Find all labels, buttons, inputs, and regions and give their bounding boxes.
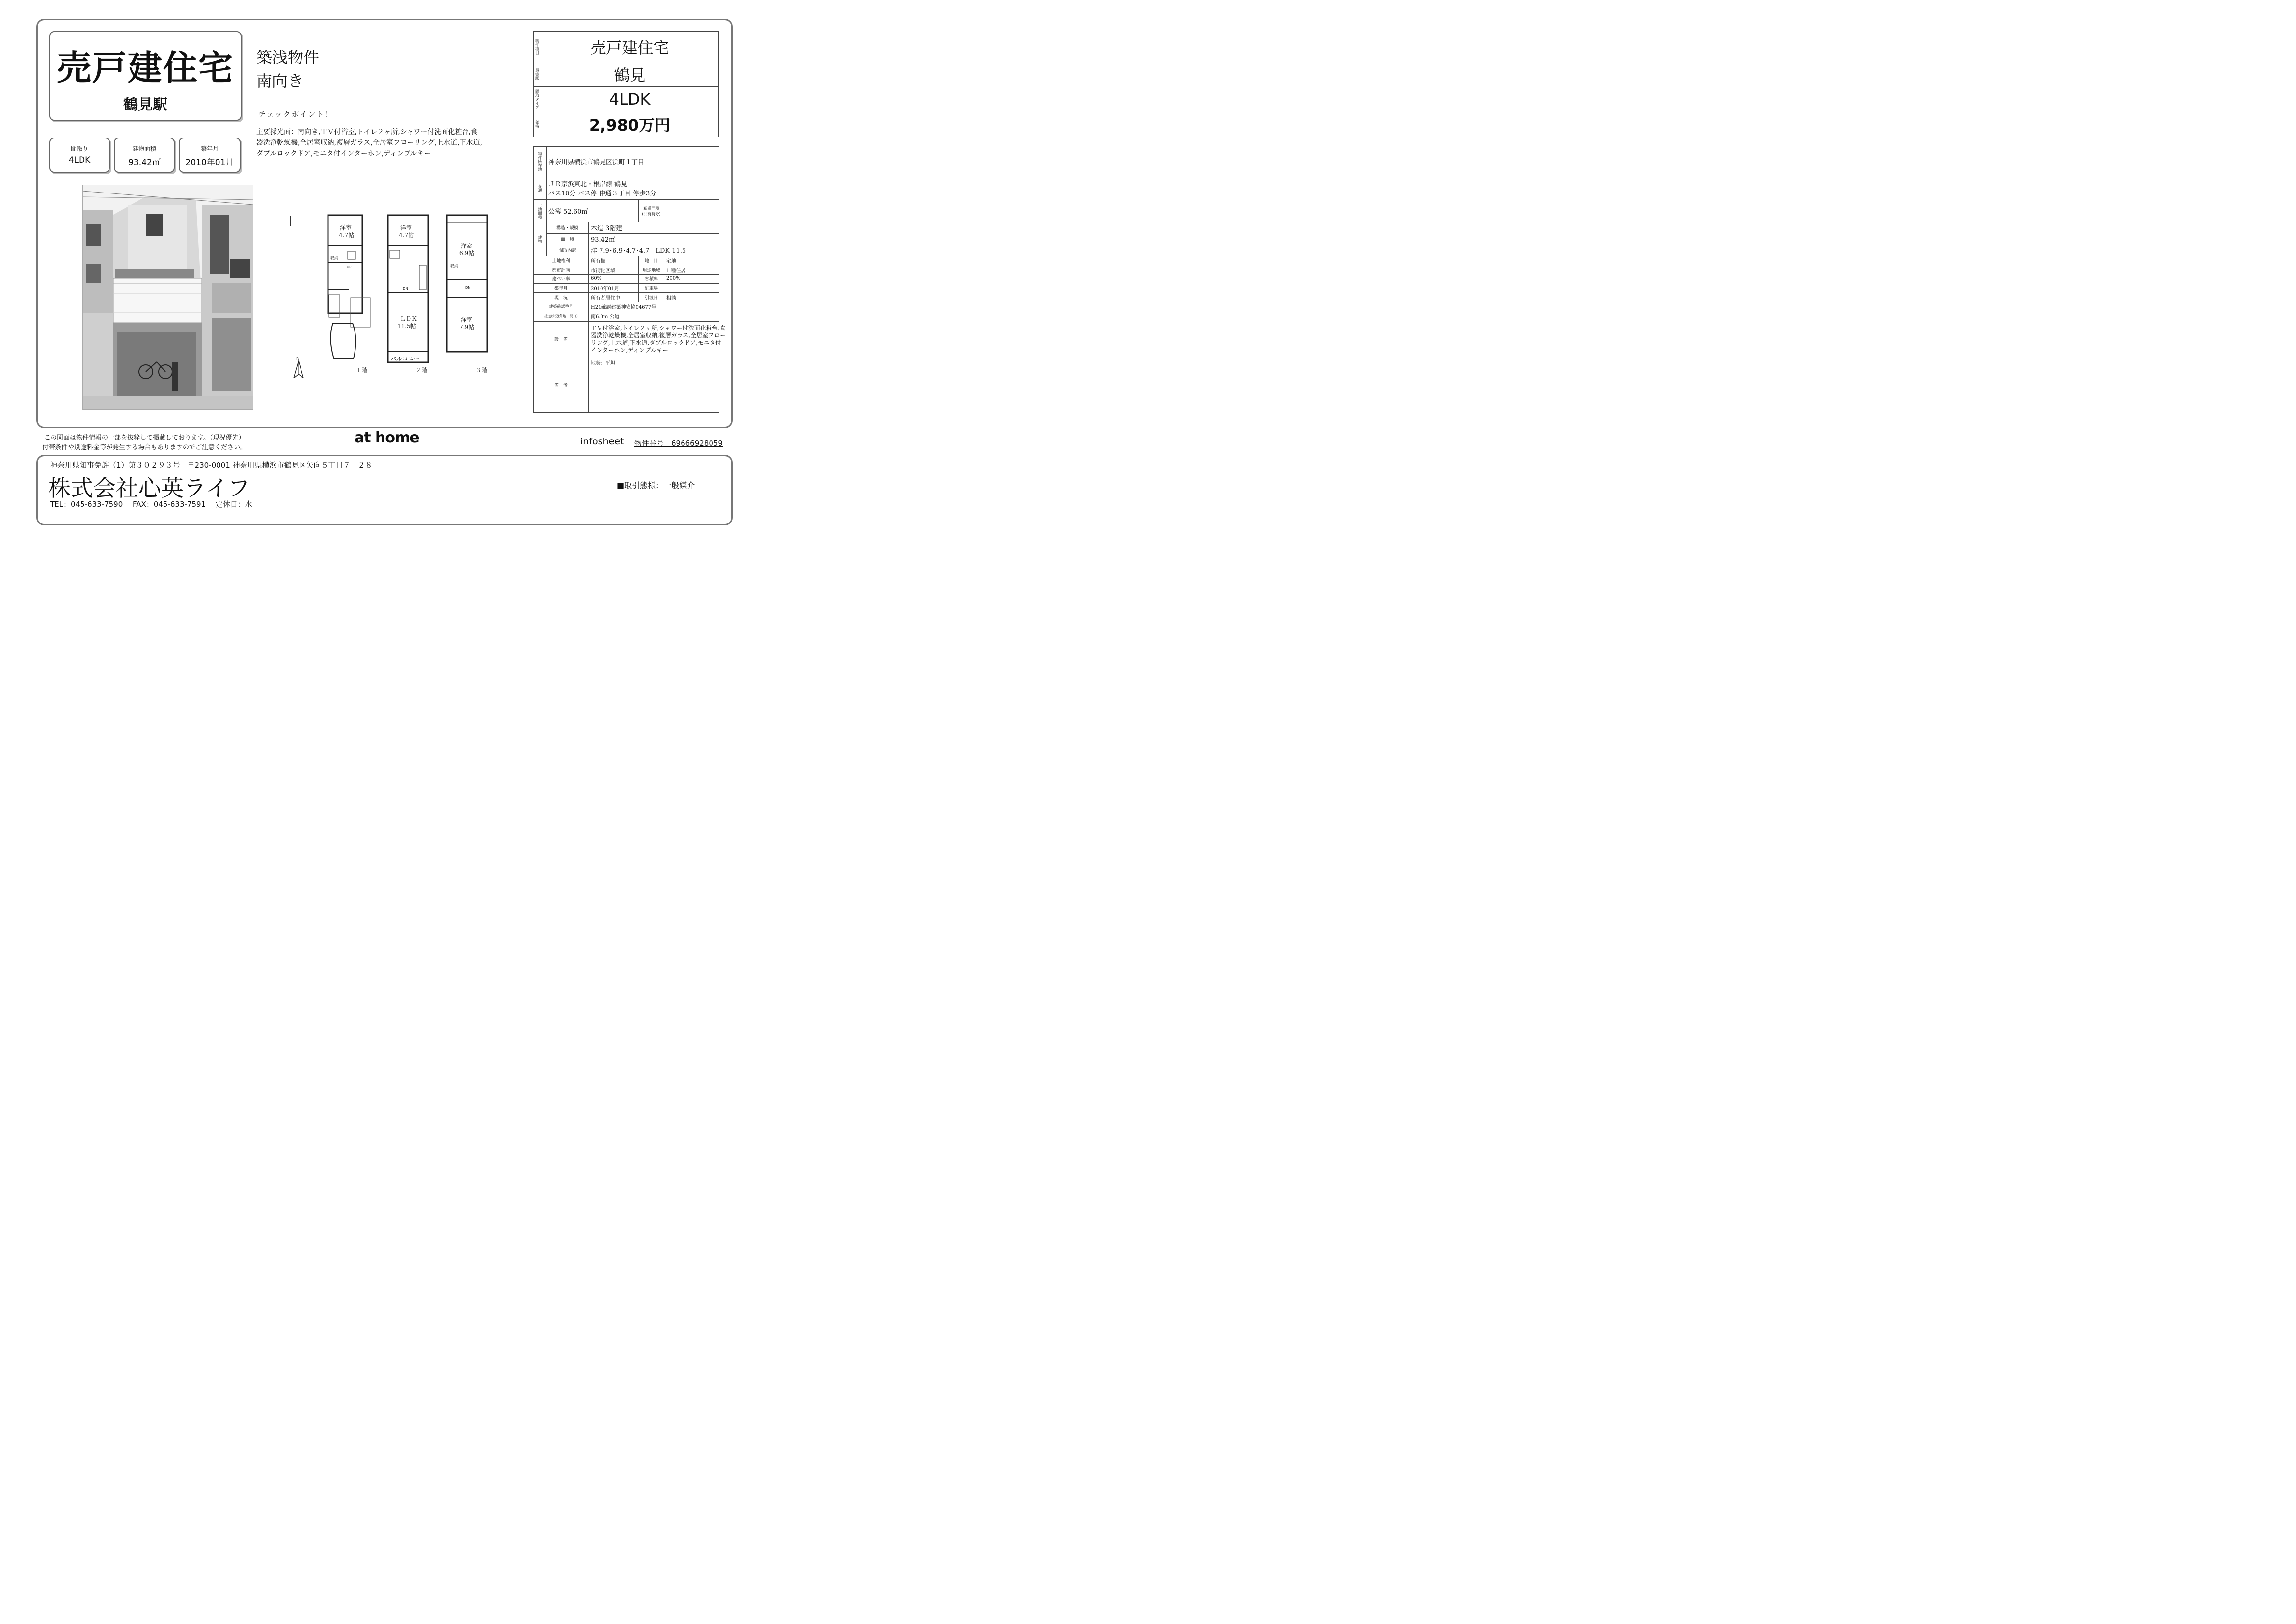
spec-box-built: [179, 138, 241, 173]
fp2-size1: 4.7帖: [399, 232, 414, 239]
notice-line-1: この図面は物件情報の一部を抜粋して掲載しております。（現況優先）: [44, 434, 245, 441]
transaction-type: ■取引態様：一般媒介: [617, 481, 695, 490]
chimoku-value: 宅地: [664, 256, 719, 265]
handover-value: 相談: [664, 293, 719, 302]
infosheet-label: infosheet: [580, 436, 624, 447]
checkpoint-line-2: 器洗浄乾燥機,全居室収納,複層ガラス,全居室フローリング,上水道,下水道,: [256, 139, 482, 147]
fp-dn-2: DN: [403, 287, 408, 291]
fp-up-1: UP: [347, 265, 352, 269]
plan-value: 市街化区域: [589, 265, 639, 275]
company-name: 株式会社心英ライフ: [48, 475, 250, 501]
transport-label: 交通: [534, 176, 547, 200]
spec-label: 建物面積: [132, 145, 156, 152]
feature-2: 南向き: [256, 72, 304, 90]
spec-label: 築年月: [200, 145, 219, 152]
fp2-balcony: バルコニー: [390, 356, 420, 362]
area-value: 93.42㎡: [589, 233, 719, 245]
fp2-room1: 洋室: [400, 224, 412, 231]
fp2-room2: ＬＤＫ: [400, 315, 418, 322]
address-value: 神奈川県横浜市鶴見区浜町１丁目: [547, 147, 719, 176]
athome-logo: at home: [355, 429, 419, 446]
far-value: 200%: [664, 275, 719, 284]
equipment-cell: [589, 321, 726, 357]
fp2-size2: 11.5帖: [397, 323, 416, 330]
structure-label: 構造・規模: [547, 222, 589, 233]
private-road-value: [664, 200, 719, 222]
summary-label-type: 物件種目: [534, 32, 541, 61]
spec-box-area: [114, 138, 175, 173]
remarks-value: 地勢：平坦: [589, 357, 719, 413]
station-title: 鶴見駅: [123, 96, 167, 113]
zoning-label: 用途地域: [639, 265, 664, 275]
handover-label: 引渡日: [639, 293, 664, 302]
fp1-room: 洋室: [340, 224, 352, 231]
checkpoint-title: チェックポイント！: [258, 110, 333, 119]
far-label: 容積率: [639, 275, 664, 284]
built-label: 築年月: [534, 283, 589, 293]
notice-line-2: 付帯条件や別途料金等が発生する場合もありますのでご注意ください。: [42, 444, 247, 451]
fp2-floor-label: ２階: [415, 367, 428, 374]
building-label: 建物: [534, 222, 547, 256]
spec-box-layout: [49, 138, 110, 173]
rights-label: 土地権利: [534, 256, 589, 265]
parking-label: 駐車場: [639, 283, 664, 293]
road-value: 南6.0m 公道: [589, 311, 719, 321]
fp3-room2: 洋室: [461, 316, 473, 323]
checkpoint-line-3: ダブルロックドア,モニタ付インターホン,ディンプルキー: [256, 150, 431, 158]
equipment-line-3: リング,上水道,下水道,ダブルロックドア,モニタ付: [591, 339, 721, 346]
fp-dn-3: DN: [465, 286, 471, 290]
checkpoint-line-1: 主要採光面：南向き,ＴＶ付浴室,トイレ２ヶ所,シャワー付洗面化粧台,食: [256, 128, 478, 136]
fp3-room1: 洋室: [461, 243, 473, 249]
equipment-line-1: ＴＶ付浴室,トイレ２ヶ所,シャワー付洗面化粧台,食: [591, 324, 726, 331]
private-road-label: 私道面積(共有持分): [639, 200, 664, 222]
built-value: 2010年01月: [589, 283, 639, 293]
summary-value-type: 売戸建住宅: [541, 32, 719, 61]
title-box: [49, 31, 242, 121]
floor-plan: [290, 211, 496, 378]
rooms-label: 間取内訳: [547, 245, 589, 256]
coverage-value: 60%: [589, 275, 639, 284]
fp-storage-2: 収納: [450, 264, 458, 268]
fp-storage-1: 収納: [330, 256, 338, 260]
contact-line: TEL：045-633-7590 FAX：045-633-7591 定休日：水: [50, 500, 252, 509]
house-photo-drawing: [83, 185, 253, 409]
north-label: N: [296, 357, 300, 361]
detail-table: [533, 146, 726, 413]
coverage-label: 建ぺい率: [534, 275, 589, 284]
remarks-label: 備 考: [534, 357, 589, 413]
land-label: 土地面積: [534, 200, 547, 222]
property-number: 物件番号 69666928059: [634, 439, 723, 448]
fp3-size2: 7.9帖: [459, 324, 475, 330]
area-label: 面 積: [547, 233, 589, 245]
fp1-size: 4.7帖: [339, 232, 355, 239]
transport-line-1: ＪＲ京浜東北・根岸線 鶴見: [548, 180, 628, 188]
fp1-floor-label: １階: [355, 367, 368, 374]
transport-cell: [547, 176, 719, 200]
fp3-floor-label: ３階: [475, 367, 488, 374]
confirm-label: 建築確認番号: [534, 302, 589, 311]
property-type-title: 売戸建住宅: [57, 47, 234, 88]
zoning-value: 1 種住居: [664, 265, 719, 275]
equipment-line-2: 器洗浄乾燥機,全居室収納,複層ガラス,全居室フロー: [591, 331, 726, 339]
confirm-value: H21確認建築神安協04677号: [589, 302, 719, 311]
equipment-line-4: インターホン,ディンプルキー: [591, 346, 668, 354]
transport-line-2: バス10分 バス停 仲通３丁目 停歩3分: [548, 190, 656, 197]
spec-value: 93.42㎡: [128, 158, 161, 167]
rooms-value: 洋 7.9･6.9･4.7･4.7 LDK 11.5: [589, 245, 719, 256]
feature-1: 築浅物件: [256, 48, 320, 67]
summary-value-layout: 4LDK: [541, 87, 719, 111]
spec-value: 2010年01月: [185, 158, 234, 167]
summary-value-price: 2,980万円: [541, 111, 719, 137]
parking-value: [664, 283, 719, 293]
spec-label: 間取り: [70, 145, 88, 152]
summary-value-station: 鶴見: [541, 61, 719, 87]
road-label: 接道状況(角地・間口): [534, 311, 589, 321]
summary-label-station: 最寄駅: [534, 61, 541, 87]
status-label: 現 況: [534, 293, 589, 302]
summary-table: [533, 31, 719, 137]
summary-label-price: 価格: [534, 111, 541, 137]
plan-label: 都市計画: [534, 265, 589, 275]
structure-value: 木造 3階建: [589, 222, 719, 233]
rights-value: 所有権: [589, 256, 639, 265]
chimoku-label: 地 目: [639, 256, 664, 265]
equipment-label: 設 備: [534, 321, 589, 357]
land-value: 公簿 52.60㎡: [547, 200, 639, 222]
status-value: 所有者居住中: [589, 293, 639, 302]
address-label: 物件所在地: [534, 147, 547, 176]
fp3-size1: 6.9帖: [459, 250, 475, 257]
license-line: 神奈川県知事免許（1）第３０２９３号 〒230-0001 神奈川県横浜市鶴見区矢向５丁目７－２８: [50, 461, 373, 469]
summary-label-layout: 間取タイプ: [534, 87, 541, 111]
house-photo: [82, 185, 253, 410]
spec-value: 4LDK: [68, 155, 91, 165]
